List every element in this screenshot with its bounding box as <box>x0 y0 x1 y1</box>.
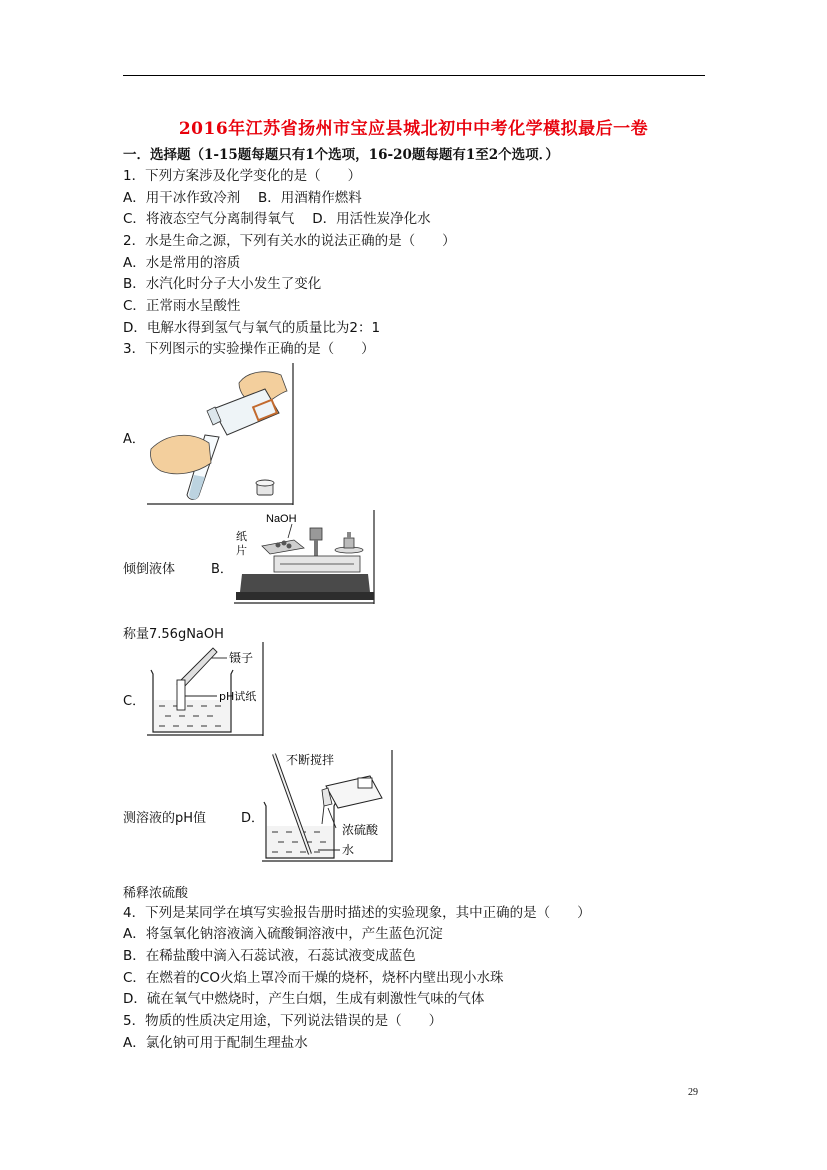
pouring-liquid-figure <box>147 363 295 505</box>
stir-label: 不断搅拌 <box>286 753 335 767</box>
q4-option-b: B．在稀盐酸中滴入石蕊试液，石蕊试液变成蓝色 <box>123 948 416 964</box>
q5-stem: 5．物质的性质决定用途，下列说法错误的是（ ） <box>123 1013 443 1029</box>
q3-option-d-label: D． <box>241 811 265 826</box>
page-title: 2016年江苏省扬州市宝应县城北初中中考化学模拟最后一卷 <box>178 119 649 139</box>
naoh-label: NaOH <box>266 513 297 525</box>
q2-stem: 2．水是生命之源，下列有关水的说法正确的是（ ） <box>123 233 456 249</box>
q2-option-a: A．水是常用的溶质 <box>123 255 241 271</box>
q5-option-a: A．氯化钠可用于配制生理盐水 <box>123 1035 308 1051</box>
q1-options-cd: C．将液态空气分离制得氧气 D．用活性炭净化水 <box>123 211 431 227</box>
q3-stem: 3．下列图示的实验操作正确的是（ ） <box>123 341 375 357</box>
section-heading: 一．选择题（1-15题每题只有1个选项，16-20题每题有1至2个选项．） <box>123 147 559 163</box>
q3-option-b-label: B． <box>211 562 233 577</box>
q4-option-d: D．硫在氧气中燃烧时，产生白烟，生成有刺激性气味的气体 <box>123 991 485 1007</box>
dilute-acid-figure <box>262 750 394 862</box>
q3-option-b-caption: 称量7.56gNaOH <box>123 627 224 642</box>
q4-option-a: A．将氢氧化钠溶液滴入硫酸铜溶液中，产生蓝色沉淀 <box>123 926 443 942</box>
acid-label: 浓硫酸 <box>342 823 379 837</box>
water-label: 水 <box>342 843 355 857</box>
q2-option-d: D．电解水得到氢气与氧气的质量比为2：1 <box>123 320 381 336</box>
q3-option-d-caption: 稀释浓硫酸 <box>123 886 189 901</box>
q3-option-c-label: C． <box>123 694 146 709</box>
balance-figure <box>234 510 376 604</box>
q1-options-ab: A．用干冰作致冷剂 B．用酒精作燃料 <box>123 190 362 206</box>
ph-test-figure <box>147 642 265 736</box>
ph-paper-label: pH试纸 <box>219 690 257 703</box>
q3-option-a-label: A． <box>123 432 145 447</box>
q3-option-c-caption: 测溶液的pH值 <box>123 811 207 826</box>
q2-option-c: C．正常雨水呈酸性 <box>123 298 241 314</box>
q1-stem: 1．下列方案涉及化学变化的是（ ） <box>123 168 362 184</box>
q4-stem: 4．下列是某同学在填写实验报告册时描述的实验现象，其中正确的是（ ） <box>123 905 591 921</box>
q4-option-c: C．在燃着的CO火焰上罩冷而干燥的烧杯，烧杯内壁出现小水珠 <box>123 970 504 986</box>
paper-label-2: 片 <box>236 545 247 557</box>
header-rule <box>123 75 705 76</box>
page-number: 29 <box>688 1087 698 1098</box>
q3-option-a-caption: 倾倒液体 <box>123 562 176 577</box>
paper-label-1: 纸 <box>236 531 247 543</box>
q2-option-b: B．水汽化时分子大小发生了变化 <box>123 276 322 292</box>
tweezers-label: 镊子 <box>229 651 254 665</box>
